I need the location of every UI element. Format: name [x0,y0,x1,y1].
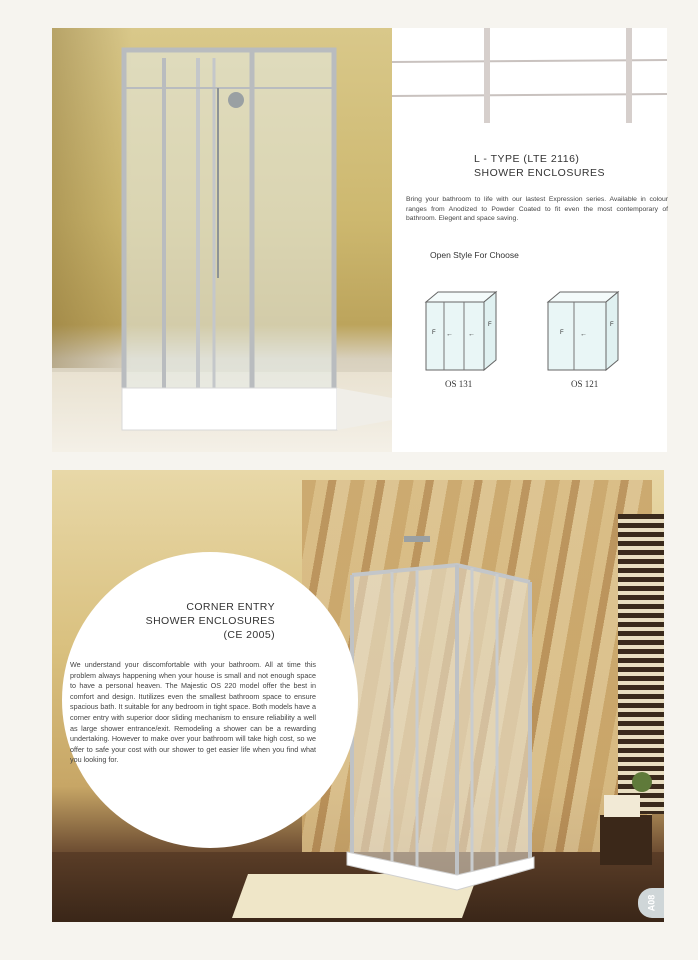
os-121-label: OS 121 [571,379,599,389]
os-131-left-label: F [432,330,436,336]
l-type-title [474,152,674,180]
towel-rail-photo [392,28,667,138]
open-style-heading: Open Style For Choose [430,250,519,260]
svg-text:←: ← [580,331,587,338]
svg-text:←: ← [468,331,475,338]
page-number: A08 [645,894,656,912]
os-121-right-label: F [610,322,614,328]
os-131-right-label: F [488,322,492,328]
corner-entry-description: We understand your discomfortable with your bathroom. All at time this problem always happening when your house is small and not enough space to have a personal heaven. The Majestic OS 220 model offer the best in comfort and design. Itutilizes even the smallest bathroom space to ensure spacious bath. It suitable for any bedroom in tight space. Both models have a corner entry with superior door sliding mechanism to ensure reliability a well as large shower entrance/exit. Remodeling a shower can be a rewarding undertaking. However to make over your bathroom will take high cost, so we offer to safe your cost with our shower to get easier life when you find what you looking for. [70,660,316,765]
l-type-description: Bring your bathroom to life with our lastest Expression series. Available in colour ranges from Anodized to Powder Coated to fit even the most contemporary of bathroom. Elegent and space saving. [406,196,668,222]
corner-entry-title [120,600,275,642]
l-type-title-line2: SHOWER ENCLOSURES [474,167,606,179]
corner-entry-title-line2: SHOWER ENCLOSURES [145,615,275,627]
os-131-label: OS 131 [445,379,473,389]
svg-text:←: ← [446,331,453,338]
enclosure-illustration [52,28,397,452]
os-131-diagram [424,290,498,374]
l-type-title-line1: L - TYPE (LTE 2116) [474,153,580,165]
page-number-tab [638,888,664,918]
os-121-diagram [546,290,620,374]
corner-entry-title-line1: CORNER ENTRY [186,601,275,613]
os-121-left-label: F [560,330,564,336]
corner-entry-title-line3: (CE 2005) [223,629,275,641]
l-type-enclosure-photo [52,28,397,452]
